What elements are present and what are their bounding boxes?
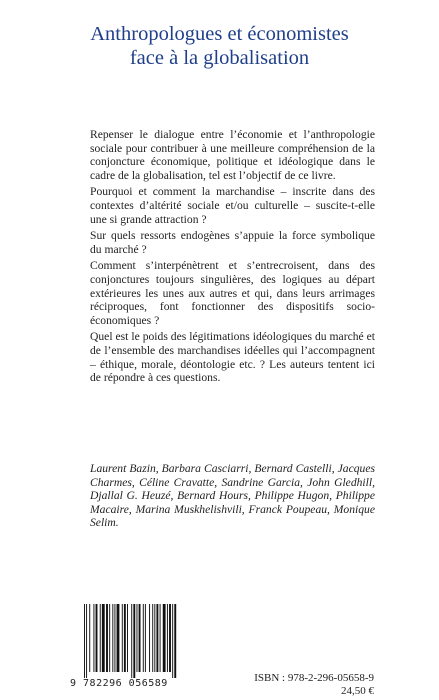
authors-list: Laurent Bazin, Barbara Casciarri, Bernard Castelli, Jacques Charmes, Céline Cravatte, Sandrine Garcia, John Gledhill, Djallal G. Heuzé, Bernard Hours, Philippe Hugon, Philippe Macaire, Marina Muskhelishvili, Franck Poupeau, Monique Selim. bbox=[90, 462, 375, 530]
blurb-paragraph: Comment s’interpénètrent et s’entrecroisent, dans des conjonctures toujours singulières, des logiques au départ extérieures les unes aux autres et qui, dans leurs arrimages réciproques, font fonctionner des dispositifs socio-économiques ? bbox=[90, 259, 375, 327]
barcode-bars bbox=[82, 604, 200, 678]
blurb-paragraph: Sur quels ressorts endogènes s’appuie la force symbolique du marché ? bbox=[90, 229, 375, 256]
blurb-paragraph: Pourquoi et comment la marchandise – inscrite dans des contextes d’altérité sociale et/ou culturelle – suscite-t-elle une si grande attraction ? bbox=[90, 185, 375, 226]
blurb-paragraph: Quel est le poids des légitimations idéologiques du marché et de l’ensemble des marchandises idéelles qui l’accompagnent – éthique, morale, déontologie etc. ? Les auteurs tentent ici de répondre à ces questions. bbox=[90, 330, 375, 385]
barcode-digits: 9 782296 056589 bbox=[70, 678, 168, 689]
title-line-2: face à la globalisation bbox=[129, 47, 310, 69]
price: 24,50 € bbox=[341, 685, 374, 697]
blurb bbox=[90, 128, 375, 388]
barcode-image bbox=[82, 604, 200, 678]
title-line-1: Anthropologues et économistes bbox=[90, 23, 349, 45]
isbn: ISBN : 978-2-296-05658-9 bbox=[254, 672, 374, 684]
blurb-paragraph: Repenser le dialogue entre l’économie et l’anthropologie sociale pour contribuer à une meilleure compréhension de la conjoncture économique, politique et idéologique dans le cadre de la globalisation, tel est l’objectif de ce livre. bbox=[90, 128, 375, 182]
book-title bbox=[0, 22, 439, 70]
